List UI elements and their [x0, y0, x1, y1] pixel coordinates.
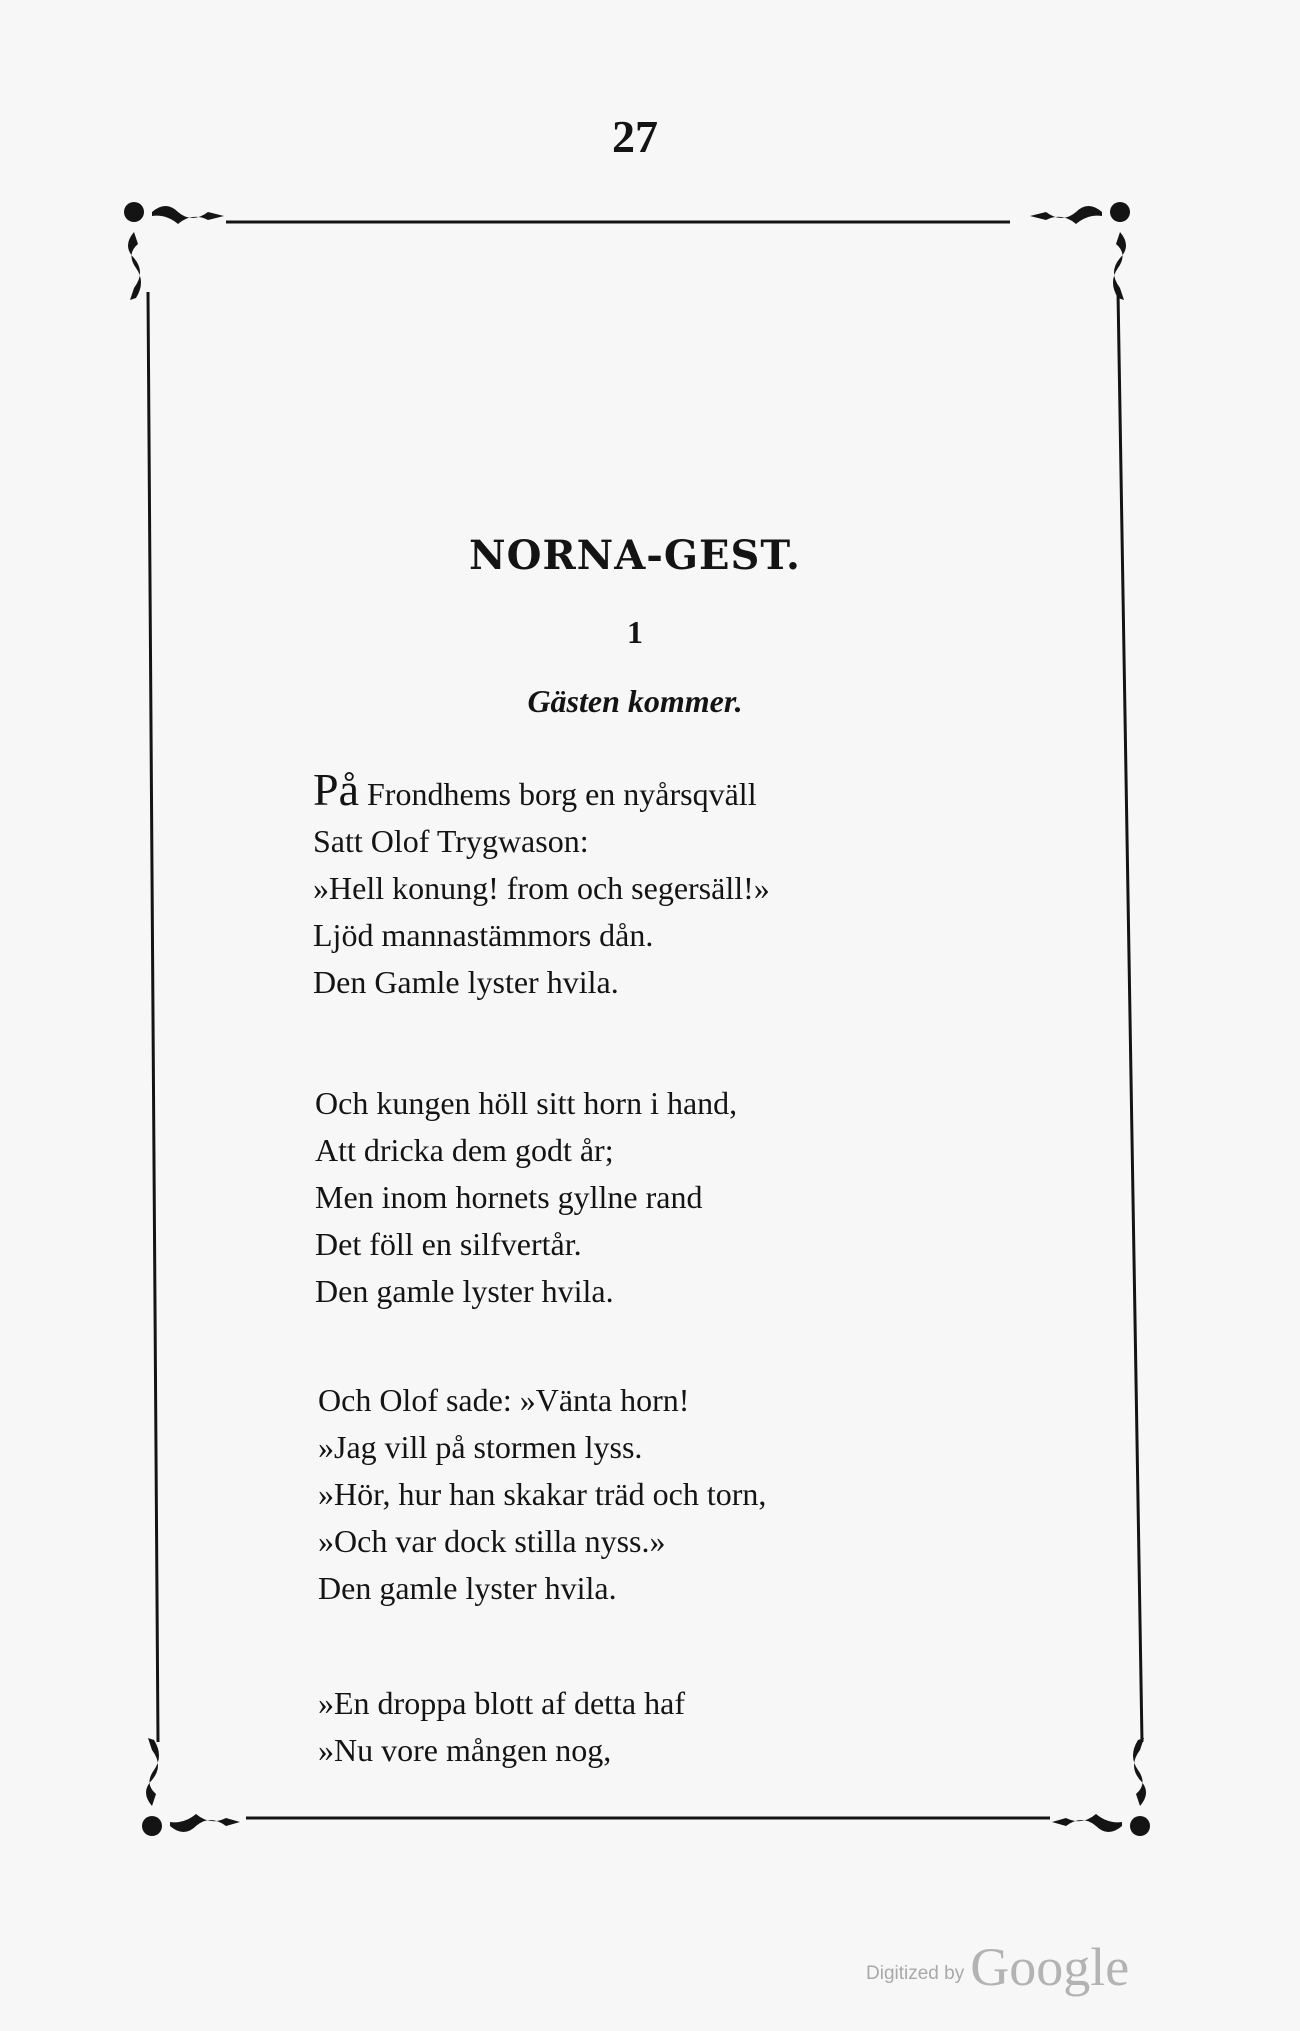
verse-line: Den gamle lyster hvila.: [315, 1273, 614, 1309]
verse-line: »Hell konung! from och segersäll!»: [313, 870, 770, 906]
verse-line: »Jag vill på stormen lyss.: [318, 1429, 643, 1465]
verse-line: Och Olof sade: »Vänta horn!: [318, 1382, 690, 1418]
corner-ornament-top-left: [124, 202, 224, 300]
poem-title: NORNA-GEST.: [469, 532, 801, 579]
page-number: 27: [612, 111, 658, 162]
drop-cap-word: På: [313, 764, 359, 815]
verse-line: Och kungen höll sitt horn i hand,: [315, 1085, 738, 1121]
stanza-4: [318, 1680, 685, 1774]
corner-ornament-bottom-left: [142, 1738, 240, 1836]
stanza-1: [313, 764, 770, 1006]
poem-subtitle: Gästen kommer.: [527, 683, 743, 719]
corner-ornament-bottom-right: [1052, 1738, 1150, 1836]
stanza-3: [318, 1377, 766, 1612]
verse-line: Ljöd mannastämmors dån.: [313, 917, 654, 953]
verse-line: På Frondhems borg en nyårsqväll: [313, 764, 757, 815]
section-number: 1: [627, 614, 643, 650]
stanza-2: [315, 1080, 737, 1315]
google-logo-text: Google: [970, 1937, 1130, 1997]
verse-line: Satt Olof Trygwason:: [313, 823, 589, 859]
verse-line: »Och var dock stilla nyss.»: [318, 1523, 666, 1559]
verse-line: Den gamle lyster hvila.: [318, 1570, 617, 1606]
verse-line: »Hör, hur han skakar träd och torn,: [318, 1476, 767, 1512]
verse-line: Att dricka dem godt år;: [315, 1132, 614, 1168]
watermark-prefix: Digitized by: [866, 1963, 965, 1984]
verse-line: Det föll en silfvertår.: [315, 1226, 582, 1262]
verse-line: »Nu vore mången nog,: [318, 1732, 612, 1768]
verse-line: Men inom hornets gyllne rand: [315, 1179, 703, 1215]
verse-line: »En droppa blott af detta haf: [318, 1685, 685, 1721]
digitized-watermark: [866, 1936, 1129, 1998]
corner-ornament-top-right: [1030, 202, 1130, 300]
verse-line: Den Gamle lyster hvila.: [313, 964, 619, 1000]
